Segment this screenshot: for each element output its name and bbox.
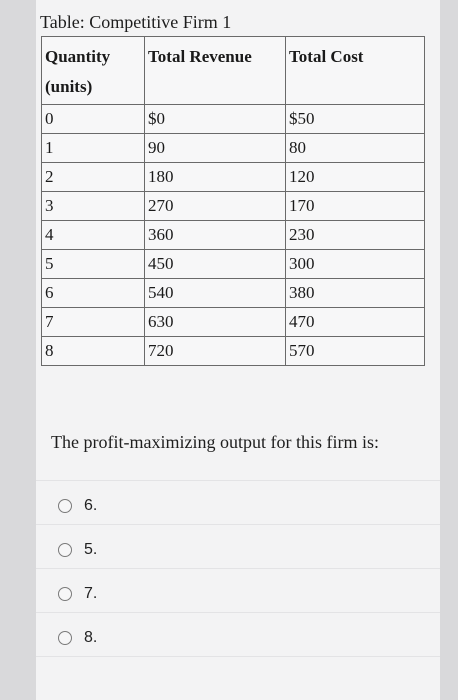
cell-total-revenue: 90 [145, 134, 286, 163]
cell-quantity: 7 [42, 308, 145, 337]
answer-option-label: 5. [84, 541, 98, 558]
table-row [42, 250, 425, 279]
cell-total-cost: 570 [286, 337, 425, 366]
cost-revenue-table [41, 36, 425, 366]
cell-total-cost: 470 [286, 308, 425, 337]
cell-quantity: 8 [42, 337, 145, 366]
cell-quantity: 1 [42, 134, 145, 163]
cell-total-revenue: 720 [145, 337, 286, 366]
cell-total-cost: $50 [286, 105, 425, 134]
cell-quantity: 2 [42, 163, 145, 192]
table-row [42, 221, 425, 250]
answer-option-label: 8. [84, 629, 98, 646]
cell-total-revenue: 540 [145, 279, 286, 308]
answer-option-6[interactable] [52, 484, 432, 528]
header-quantity: Quantity (units) [42, 37, 145, 105]
cell-total-revenue: 450 [145, 250, 286, 279]
answer-option-5[interactable] [52, 528, 432, 572]
cell-total-revenue: 360 [145, 221, 286, 250]
cell-total-revenue: 630 [145, 308, 286, 337]
cell-total-cost: 380 [286, 279, 425, 308]
table-row [42, 163, 425, 192]
cell-total-cost: 80 [286, 134, 425, 163]
table-row [42, 192, 425, 221]
cell-total-cost: 120 [286, 163, 425, 192]
table-row [42, 134, 425, 163]
cell-quantity: 6 [42, 279, 145, 308]
cell-total-revenue: $0 [145, 105, 286, 134]
answer-option-7[interactable] [52, 572, 432, 616]
answer-options [52, 484, 432, 660]
cell-quantity: 5 [42, 250, 145, 279]
cell-quantity: 4 [42, 221, 145, 250]
table-row [42, 337, 425, 366]
question-text: The profit-maximizing output for this firm is: [51, 432, 379, 452]
answer-option-label: 7. [84, 585, 98, 602]
header-total-revenue: Total Revenue [145, 37, 286, 105]
cell-total-revenue: 270 [145, 192, 286, 221]
cell-total-cost: 300 [286, 250, 425, 279]
divider [36, 480, 440, 481]
table-header-row [42, 37, 425, 105]
answer-option-label: 6. [84, 497, 98, 514]
cell-total-cost: 230 [286, 221, 425, 250]
radio-button[interactable] [58, 499, 72, 513]
cell-total-cost: 170 [286, 192, 425, 221]
table-row [42, 308, 425, 337]
table-row [42, 105, 425, 134]
answer-option-8[interactable] [52, 616, 432, 660]
cell-quantity: 3 [42, 192, 145, 221]
table-row [42, 279, 425, 308]
table-caption: Table: Competitive Firm 1 [40, 12, 232, 32]
radio-button[interactable] [58, 587, 72, 601]
header-total-cost: Total Cost [286, 37, 425, 105]
radio-button[interactable] [58, 543, 72, 557]
cell-quantity: 0 [42, 105, 145, 134]
radio-button[interactable] [58, 631, 72, 645]
cell-total-revenue: 180 [145, 163, 286, 192]
